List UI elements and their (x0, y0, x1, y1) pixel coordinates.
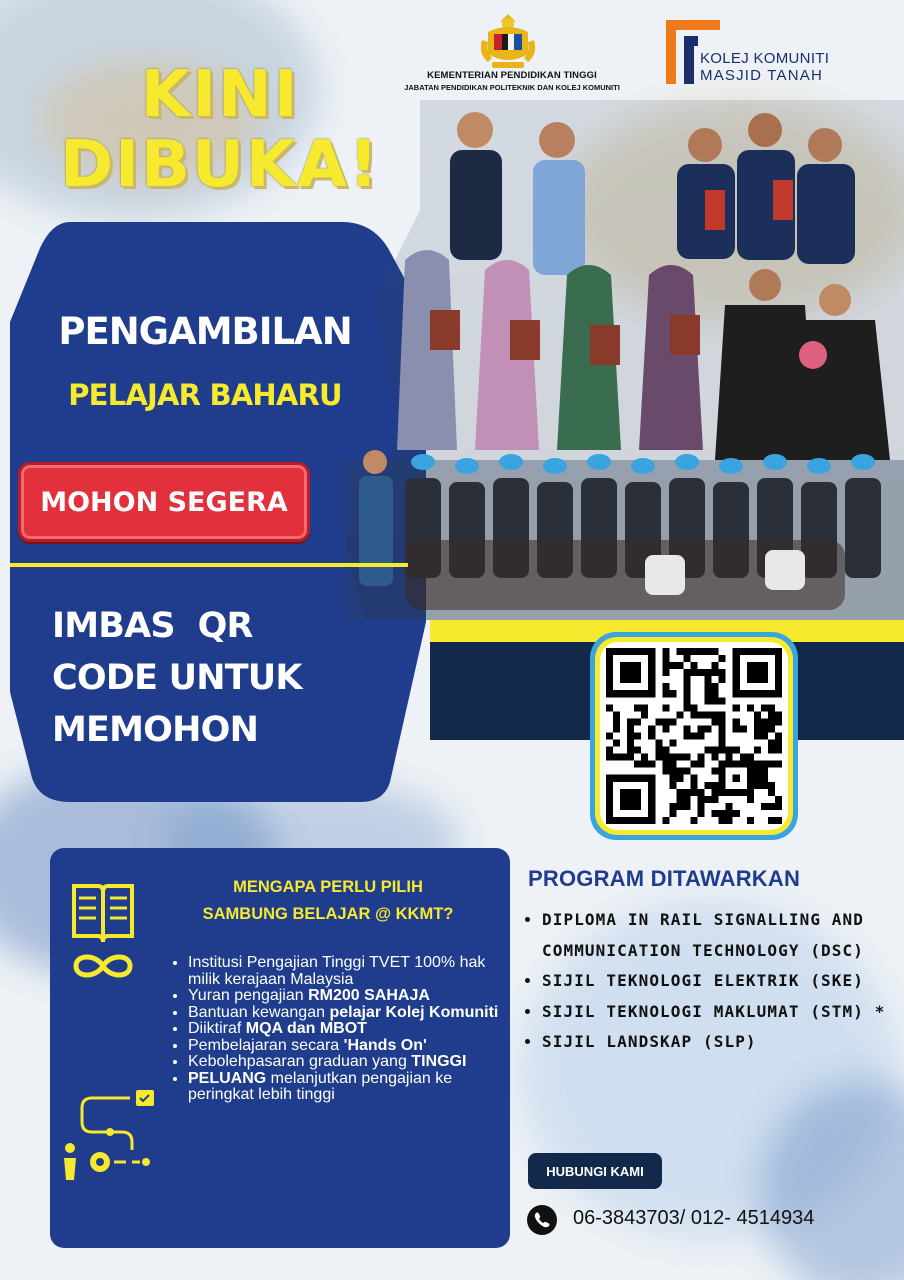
headline-line2: DIBUKA! (60, 128, 380, 202)
ministry-name: KEMENTERIAN PENDIDIKAN TINGGI (427, 70, 597, 81)
why-title-line1: MENGAPA PERLU PILIH (233, 878, 423, 896)
apply-now-button[interactable]: MOHON SEGERA (18, 462, 310, 542)
students-photo-collage (345, 100, 904, 620)
program-item: • SIJIL TEKNOLOGI ELEKTRIK (SKE) (542, 966, 904, 997)
scan-line2: CODE UNTUK (52, 658, 302, 698)
phone-icon (527, 1205, 557, 1235)
department-name: JABATAN PENDIDIKAN POLITEKNIK DAN KOLEJ KOMUNITI (404, 83, 620, 92)
programs-list (520, 905, 904, 1058)
list-item: • PELUANG melanjutkan pengajian ke peringkat lebih tinggi (188, 1071, 508, 1104)
why-choose-list (170, 955, 508, 1104)
application-qr-code[interactable] (590, 632, 798, 840)
contact-us-button[interactable]: HUBUNGI KAMI (528, 1153, 662, 1189)
headline-line1: KINI (140, 58, 300, 132)
scan-qr-instruction (52, 600, 392, 756)
program-item: • DIPLOMA IN RAIL SIGNALLING AND COMMUNICATION TECHNOLOGY (DSC) (542, 905, 904, 966)
program-item: • SIJIL TEKNOLOGI MAKLUMAT (STM) * (542, 997, 904, 1028)
why-title-line2: SAMBUNG BELAJAR @ KKMT? (202, 905, 454, 923)
list-item: • Kebolehpasaran graduan yang TINGGI (188, 1054, 508, 1071)
process-flow-icon (60, 1088, 160, 1183)
qr-code-icon (606, 648, 782, 824)
college-name-line2: MASJID TANAH (700, 67, 824, 84)
program-item: • SIJIL LANDSKAP (SLP) (542, 1027, 904, 1058)
list-item: • Institusi Pengajian Tinggi TVET 100% hak milik kerajaan Malaysia (188, 955, 508, 988)
scan-line1: IMBAS QR (52, 606, 253, 646)
college-name (700, 50, 829, 84)
ministry-crest-logo (478, 10, 538, 72)
why-choose-title (158, 874, 498, 928)
phone-number: 06-3843703/ 012- 4514934 (573, 1207, 815, 1229)
open-book-infinity-icon (68, 880, 138, 985)
list-item: • Bantuan kewangan pelajar Kolej Komuniti (188, 1005, 508, 1022)
programs-title: PROGRAM DITAWARKAN (528, 866, 801, 891)
intake-title: PENGAMBILAN (58, 310, 352, 353)
list-item: • Yuran pengajian RM200 SAHAJA (188, 988, 508, 1005)
college-name-line1: KOLEJ KOMUNITI (700, 50, 830, 67)
list-item: • Diiktiraf MQA dan MBOT (188, 1021, 508, 1038)
intake-subtitle: PELAJAR BAHARU (68, 378, 342, 412)
ministry-label (382, 70, 642, 92)
list-item: • Pembelajaran secara 'Hands On' (188, 1038, 508, 1055)
scan-line3: MEMOHON (52, 710, 259, 750)
yellow-divider (10, 563, 408, 567)
